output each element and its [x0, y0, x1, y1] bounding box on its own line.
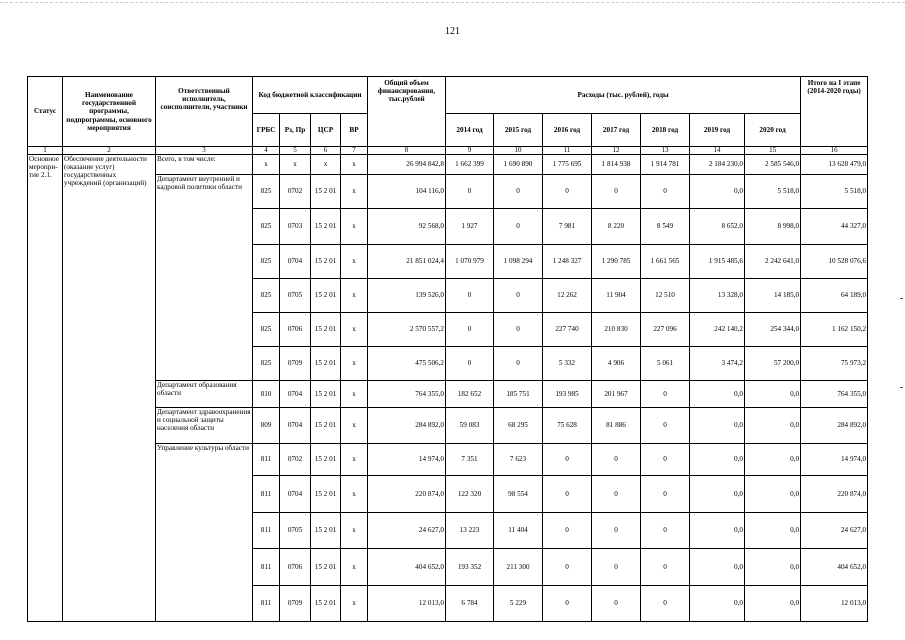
cell-vr: х: [341, 245, 368, 279]
cell-csr: 15 2 01: [311, 245, 341, 279]
scan-edge-mark: [900, 387, 903, 388]
cell-y2015: 0: [494, 347, 543, 381]
page-number: 121: [445, 26, 460, 37]
header-year-2019: 2019 год: [690, 114, 745, 147]
cell-y2015: 1 690 890: [494, 155, 543, 175]
cell-rzpr: 0706: [280, 313, 311, 347]
cell-y2017: 8 220: [592, 209, 641, 245]
cell-y2018: 227 096: [641, 313, 690, 347]
cell-y2016: 0: [543, 513, 592, 549]
cell-vr: х: [341, 175, 368, 209]
cell-vr: х: [341, 476, 368, 513]
cell-y2015: 0: [494, 209, 543, 245]
cell-total: 92 568,0: [368, 209, 446, 245]
column-index-cell: 4: [253, 147, 280, 155]
cell-y2020: 5 518,0: [745, 175, 801, 209]
cell-y2014: 6 784: [446, 586, 494, 622]
cell-y2019: 0,0: [690, 444, 745, 476]
header-year-2014: 2014 год: [446, 114, 494, 147]
cell-y2017: 81 886: [592, 408, 641, 444]
cell-y2020: 0,0: [745, 549, 801, 586]
cell-y2016: 12 262: [543, 279, 592, 313]
cell-y2017: 201 967: [592, 381, 641, 408]
cell-y2015: 98 554: [494, 476, 543, 513]
cell-y2014: 0: [446, 279, 494, 313]
cell-y2016: 1 775 695: [543, 155, 592, 175]
cell-grbs: 825: [253, 209, 280, 245]
cell-rzpr: 0706: [280, 549, 311, 586]
cell-y2014: 0: [446, 175, 494, 209]
cell-y2019: 1 915 485,6: [690, 245, 745, 279]
cell-total: 14 974,0: [368, 444, 446, 476]
cell-y2018: 0: [641, 444, 690, 476]
cell-stage: 64 189,0: [801, 279, 868, 313]
cell-rzpr: 0704: [280, 408, 311, 444]
cell-y2019: 0,0: [690, 513, 745, 549]
cell-y2016: 0: [543, 476, 592, 513]
cell-y2016: 0: [543, 549, 592, 586]
cell-grbs: х: [253, 155, 280, 175]
header-year-2018: 2018 год: [641, 114, 690, 147]
header-grbs: ГРБС: [253, 114, 280, 147]
cell-y2016: 0: [543, 175, 592, 209]
cell-y2016: 5 332: [543, 347, 592, 381]
cell-y2018: 1 914 781: [641, 155, 690, 175]
cell-y2014: 1 927: [446, 209, 494, 245]
cell-y2015: 5 229: [494, 586, 543, 622]
cell-total: 21 851 024,4: [368, 245, 446, 279]
cell-csr: х: [311, 155, 341, 175]
cell-y2016: 75 628: [543, 408, 592, 444]
cell-y2017: 0: [592, 444, 641, 476]
cell-y2015: 0: [494, 279, 543, 313]
cell-total: 2 570 557,2: [368, 313, 446, 347]
header-name: Наименование государственной программы, подпрограммы, основного мероприятия: [63, 77, 156, 147]
cell-total: 12 013,0: [368, 586, 446, 622]
cell-y2015: 1 098 294: [494, 245, 543, 279]
cell-y2017: 1 814 938: [592, 155, 641, 175]
cell-y2014: 182 652: [446, 381, 494, 408]
cell-csr: 15 2 01: [311, 586, 341, 622]
status-cell: Основное меропри-тие 2.1.: [28, 155, 63, 622]
header-status: Статус: [28, 77, 63, 147]
cell-stage: 24 627,0: [801, 513, 868, 549]
cell-y2020: 0,0: [745, 444, 801, 476]
cell-y2019: 13 328,0: [690, 279, 745, 313]
cell-y2014: 13 223: [446, 513, 494, 549]
cell-y2020: 0,0: [745, 513, 801, 549]
cell-y2015: 11 404: [494, 513, 543, 549]
column-index-cell: 15: [745, 147, 801, 155]
cell-rzpr: 0705: [280, 513, 311, 549]
cell-csr: 15 2 01: [311, 347, 341, 381]
cell-total: 404 652,0: [368, 549, 446, 586]
cell-y2014: 193 352: [446, 549, 494, 586]
cell-y2018: 0: [641, 175, 690, 209]
cell-y2020: 14 185,0: [745, 279, 801, 313]
cell-y2016: 1 248 327: [543, 245, 592, 279]
cell-y2016: 227 740: [543, 313, 592, 347]
cell-vr: х: [341, 444, 368, 476]
cell-csr: 15 2 01: [311, 408, 341, 444]
cell-csr: 15 2 01: [311, 513, 341, 549]
column-index-cell: 10: [494, 147, 543, 155]
cell-y2016: 193 985: [543, 381, 592, 408]
cell-csr: 15 2 01: [311, 175, 341, 209]
cell-y2015: 68 295: [494, 408, 543, 444]
scan-edge-mark: [900, 298, 903, 299]
column-index-cell: 5: [280, 147, 311, 155]
cell-y2017: 210 830: [592, 313, 641, 347]
cell-total: 26 994 842,8: [368, 155, 446, 175]
budget-table: [27, 76, 868, 622]
cell-y2018: 12 510: [641, 279, 690, 313]
cell-y2016: 0: [543, 586, 592, 622]
cell-stage: 764 355,0: [801, 381, 868, 408]
cell-y2020: 0,0: [745, 381, 801, 408]
cell-grbs: 825: [253, 175, 280, 209]
header-rzpr: Рз, Пр: [280, 114, 311, 147]
cell-stage: 75 973,2: [801, 347, 868, 381]
cell-vr: х: [341, 279, 368, 313]
header-total: Общий объем финансирования, тыс.рублей: [368, 77, 446, 147]
column-index-cell: 9: [446, 147, 494, 155]
cell-grbs: 811: [253, 549, 280, 586]
cell-y2015: 211 300: [494, 549, 543, 586]
cell-stage: 10 528 076,6: [801, 245, 868, 279]
cell-y2017: 1 290 785: [592, 245, 641, 279]
cell-vr: х: [341, 549, 368, 586]
cell-stage: 404 652,0: [801, 549, 868, 586]
cell-rzpr: 0709: [280, 347, 311, 381]
cell-y2014: 7 351: [446, 444, 494, 476]
cell-total: 284 892,0: [368, 408, 446, 444]
cell-y2014: 1 662 399: [446, 155, 494, 175]
participant-cell: Управление культуры области: [156, 444, 253, 622]
cell-y2018: 1 661 565: [641, 245, 690, 279]
cell-y2014: 122 320: [446, 476, 494, 513]
cell-grbs: 810: [253, 381, 280, 408]
cell-csr: 15 2 01: [311, 549, 341, 586]
cell-y2019: 242 140,2: [690, 313, 745, 347]
cell-y2018: 0: [641, 408, 690, 444]
cell-y2020: 2 585 546,0: [745, 155, 801, 175]
cell-stage: 1 162 150,2: [801, 313, 868, 347]
header-responsible: Ответственный исполнитель, соисполнители, участники: [156, 77, 253, 147]
cell-rzpr: 0705: [280, 279, 311, 313]
cell-csr: 15 2 01: [311, 279, 341, 313]
cell-vr: х: [341, 586, 368, 622]
cell-rzpr: 0704: [280, 381, 311, 408]
cell-total: 24 627,0: [368, 513, 446, 549]
cell-y2017: 0: [592, 476, 641, 513]
cell-y2018: 0: [641, 513, 690, 549]
cell-y2018: 5 061: [641, 347, 690, 381]
cell-y2014: 0: [446, 313, 494, 347]
cell-csr: 15 2 01: [311, 313, 341, 347]
cell-y2020: 0,0: [745, 586, 801, 622]
cell-vr: х: [341, 155, 368, 175]
header-year-2017: 2017 год: [592, 114, 641, 147]
cell-y2014: 59 083: [446, 408, 494, 444]
cell-vr: х: [341, 408, 368, 444]
cell-y2019: 0,0: [690, 175, 745, 209]
cell-y2017: 0: [592, 586, 641, 622]
cell-vr: х: [341, 209, 368, 245]
cell-y2019: 0,0: [690, 549, 745, 586]
cell-y2017: 4 906: [592, 347, 641, 381]
cell-y2019: 0,0: [690, 381, 745, 408]
cell-y2020: 0,0: [745, 476, 801, 513]
column-index-cell: 11: [543, 147, 592, 155]
cell-y2019: 3 474,2: [690, 347, 745, 381]
cell-y2020: 254 344,0: [745, 313, 801, 347]
column-index-cell: 2: [63, 147, 156, 155]
cell-grbs: 825: [253, 313, 280, 347]
header-vr: ВР: [341, 114, 368, 147]
cell-y2015: 185 751: [494, 381, 543, 408]
cell-grbs: 811: [253, 444, 280, 476]
cell-csr: 15 2 01: [311, 209, 341, 245]
cell-total: 139 526,0: [368, 279, 446, 313]
cell-vr: х: [341, 381, 368, 408]
column-index-cell: 1: [28, 147, 63, 155]
participant-cell: Всего, в том числе:: [156, 155, 253, 175]
cell-y2019: 8 652,0: [690, 209, 745, 245]
table-row: [28, 155, 868, 175]
cell-y2018: 0: [641, 476, 690, 513]
cell-y2015: 0: [494, 175, 543, 209]
column-index-cell: 13: [641, 147, 690, 155]
cell-y2018: 0: [641, 549, 690, 586]
participant-cell: Департамент здравоохранения и социальной защиты населения области: [156, 408, 253, 444]
header-year-2016: 2016 год: [543, 114, 592, 147]
cell-stage: 284 892,0: [801, 408, 868, 444]
cell-vr: х: [341, 313, 368, 347]
cell-y2015: 7 623: [494, 444, 543, 476]
cell-y2014: 1 070 979: [446, 245, 494, 279]
cell-stage: 13 628 479,0: [801, 155, 868, 175]
cell-y2019: 0,0: [690, 476, 745, 513]
cell-rzpr: 0702: [280, 175, 311, 209]
cell-y2020: 57 200,0: [745, 347, 801, 381]
cell-grbs: 811: [253, 586, 280, 622]
column-index-row: [28, 147, 868, 155]
cell-y2018: 0: [641, 586, 690, 622]
cell-grbs: 825: [253, 279, 280, 313]
cell-rzpr: 0704: [280, 245, 311, 279]
header-stage-total: Итого на I этапе (2014-2020 годы): [801, 77, 868, 147]
header-csr: ЦСР: [311, 114, 341, 147]
column-index-cell: 3: [156, 147, 253, 155]
cell-y2019: 0,0: [690, 586, 745, 622]
table-body: [28, 155, 868, 622]
cell-vr: х: [341, 347, 368, 381]
cell-grbs: 825: [253, 245, 280, 279]
cell-y2018: 8 549: [641, 209, 690, 245]
cell-y2016: 0: [543, 444, 592, 476]
column-index-cell: 14: [690, 147, 745, 155]
cell-grbs: 809: [253, 408, 280, 444]
cell-y2017: 0: [592, 175, 641, 209]
cell-y2017: 0: [592, 513, 641, 549]
cell-stage: 44 327,0: [801, 209, 868, 245]
cell-grbs: 825: [253, 347, 280, 381]
column-index-cell: 8: [368, 147, 446, 155]
cell-y2014: 0: [446, 347, 494, 381]
header-expenses: Расходы (тыс. рублей), годы: [446, 77, 801, 114]
cell-rzpr: х: [280, 155, 311, 175]
cell-y2017: 0: [592, 549, 641, 586]
column-index-cell: 12: [592, 147, 641, 155]
column-index-cell: 16: [801, 147, 868, 155]
participant-cell: Департамент образования области: [156, 381, 253, 408]
column-index-cell: 7: [341, 147, 368, 155]
cell-vr: х: [341, 513, 368, 549]
cell-total: 104 116,0: [368, 175, 446, 209]
cell-y2019: 0,0: [690, 408, 745, 444]
cell-y2017: 11 904: [592, 279, 641, 313]
cell-rzpr: 0709: [280, 586, 311, 622]
cell-stage: 220 874,0: [801, 476, 868, 513]
cell-y2015: 0: [494, 313, 543, 347]
cell-rzpr: 0704: [280, 476, 311, 513]
cell-csr: 15 2 01: [311, 381, 341, 408]
header-budget-code: Код бюджетной классификации: [253, 77, 368, 114]
cell-rzpr: 0703: [280, 209, 311, 245]
column-index-cell: 6: [311, 147, 341, 155]
cell-rzpr: 0702: [280, 444, 311, 476]
cell-y2020: 8 998,0: [745, 209, 801, 245]
cell-total: 764 355,0: [368, 381, 446, 408]
cell-stage: 5 518,0: [801, 175, 868, 209]
scan-top-rule: [0, 2, 905, 3]
header-year-2020: 2020 год: [745, 114, 801, 147]
cell-y2019: 2 184 230,0: [690, 155, 745, 175]
cell-grbs: 811: [253, 513, 280, 549]
cell-y2018: 0: [641, 381, 690, 408]
header-year-2015: 2015 год: [494, 114, 543, 147]
cell-y2020: 0,0: [745, 408, 801, 444]
participant-cell: Департамент внутренней и кадровой политики области: [156, 175, 253, 381]
cell-total: 475 506,2: [368, 347, 446, 381]
cell-y2020: 2 242 641,0: [745, 245, 801, 279]
program-name-cell: Обеспечение деятельности (оказание услуг) государственных учреждений (организаций): [63, 155, 156, 622]
cell-grbs: 811: [253, 476, 280, 513]
cell-stage: 14 974,0: [801, 444, 868, 476]
cell-csr: 15 2 01: [311, 444, 341, 476]
cell-total: 220 874,0: [368, 476, 446, 513]
cell-csr: 15 2 01: [311, 476, 341, 513]
cell-stage: 12 013,0: [801, 586, 868, 622]
cell-y2016: 7 981: [543, 209, 592, 245]
